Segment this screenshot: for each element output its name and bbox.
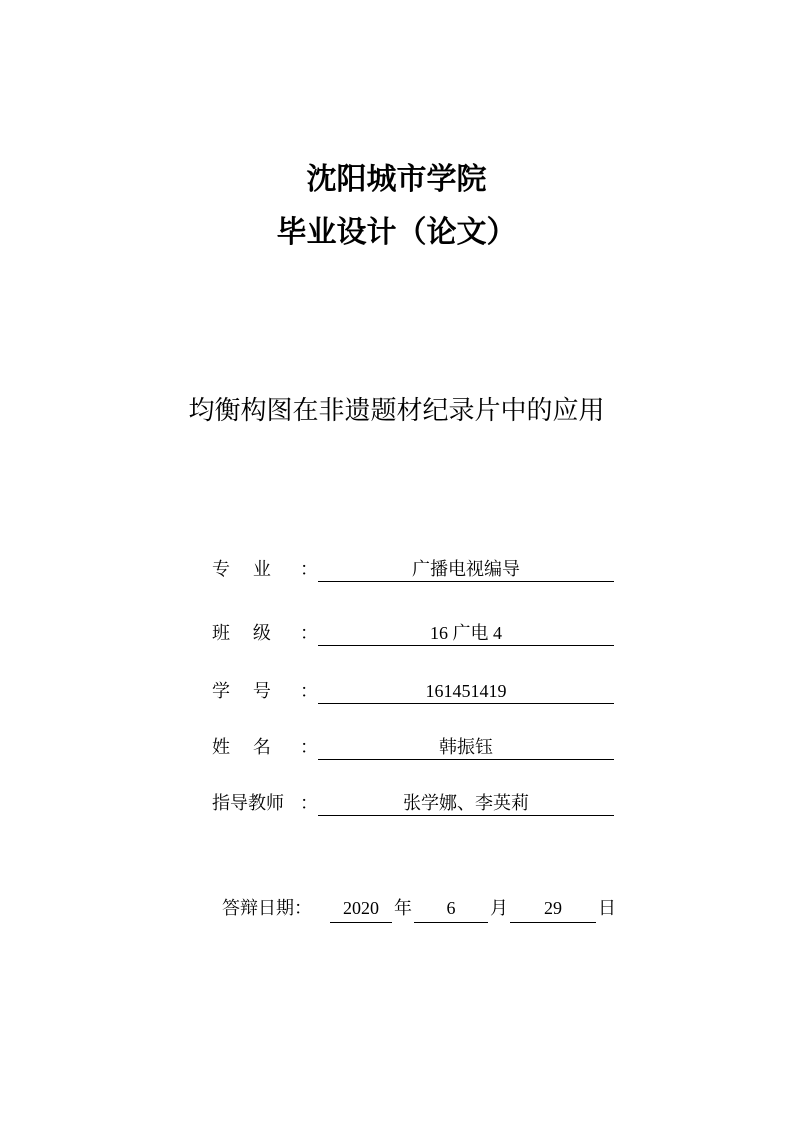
defense-day: 29 (510, 896, 596, 923)
year-unit: 年 (394, 898, 412, 919)
field-value: 16 广电 4 (318, 621, 614, 646)
field-value: 161451419 (318, 679, 614, 704)
field-value: 广播电视编导 (318, 557, 614, 582)
field-colon: ： (300, 737, 318, 758)
field-colon: ： (300, 793, 318, 814)
month-unit: 月 (490, 898, 508, 919)
field-value: 张学娜、李英莉 (318, 791, 614, 816)
field-colon: ： (300, 681, 318, 702)
field-label: 班 级 (212, 623, 271, 644)
thesis-title: 均衡构图在非遗题材纪录片中的应用 (188, 396, 605, 426)
field-label: 指导教师 (212, 793, 284, 814)
field-colon: ： (300, 623, 318, 644)
field-label: 姓 名 (212, 737, 271, 758)
field-colon: ： (300, 559, 318, 580)
defense-year: 2020 (330, 896, 392, 923)
school-name: 沈阳城市学院 (306, 162, 487, 197)
defense-month: 6 (414, 896, 488, 923)
document-type: 毕业设计（论文） (276, 215, 517, 250)
day-unit: 日 (598, 898, 616, 919)
field-label: 学 号 (212, 681, 271, 702)
defense-date-label: 答辩日期： (222, 898, 312, 919)
field-value: 韩振钰 (318, 735, 614, 760)
field-label: 专 业 (212, 559, 271, 580)
